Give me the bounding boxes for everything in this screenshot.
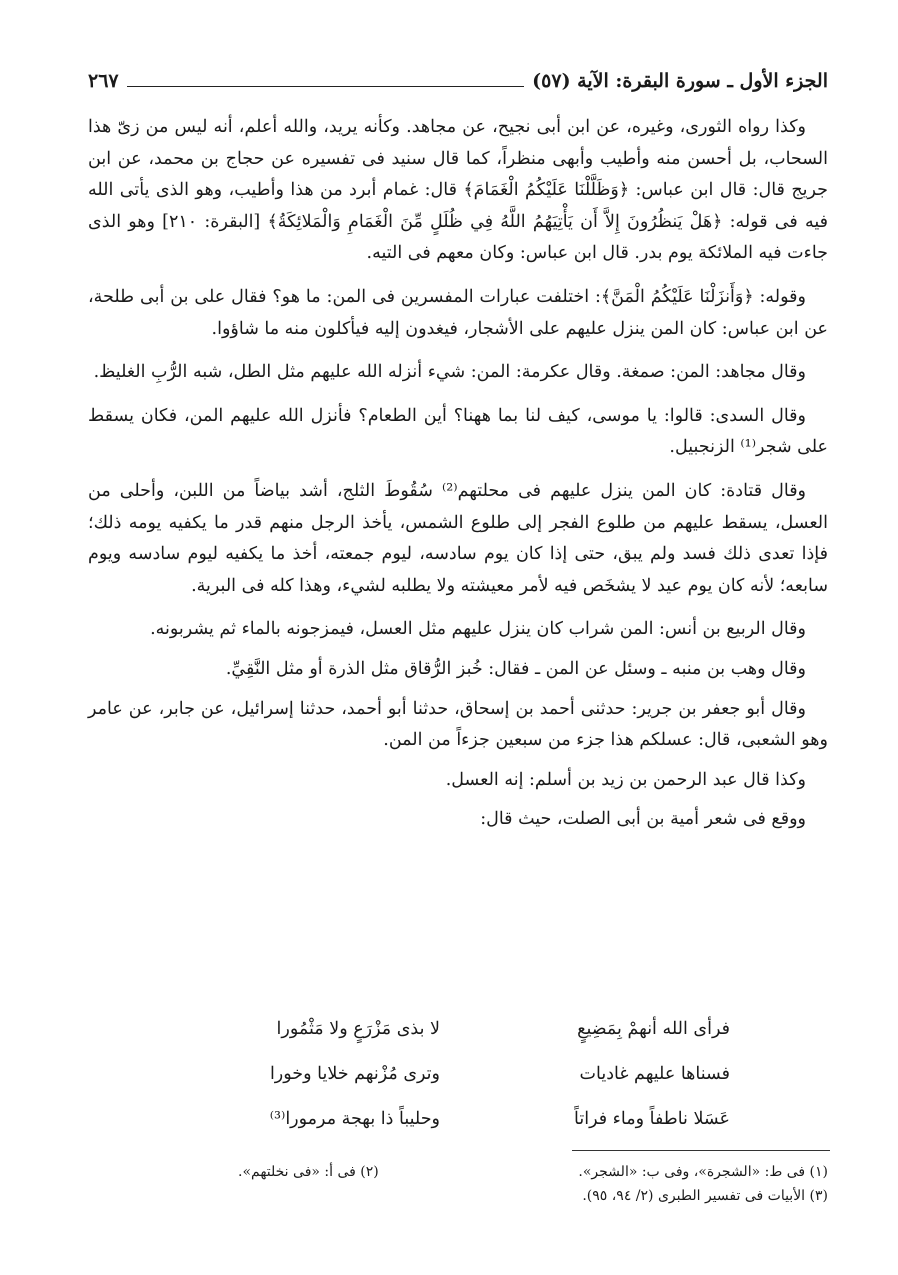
header-title: الجزء الأول ـ سورة البقرة: الآية (٥٧) (532, 70, 828, 92)
poem-verse (170, 1051, 730, 1096)
footnote-2: (٢) فى أ: «فى نخلتهم». (238, 1164, 379, 1180)
verse-second-hemistich: وحليباً ذا بهجة مرمورا⁽³⁾ (269, 1108, 440, 1129)
poem (170, 1006, 730, 1141)
paragraph-4: وقال السدى: قالوا: يا موسى، كيف لنا بما ههنا؟ أين الطعام؟ فأنزل الله عليهم المن، فكان يسقط على شجر⁽¹⁾ الزنجبيل. (88, 405, 828, 458)
poem-verse (170, 1096, 730, 1141)
verse-second-hemistich: لا بذى مَزْرَعٍ ولا مَثْمُورا (276, 1018, 440, 1039)
verse-second-hemistich: وترى مُزْنهم خلايا وخورا (269, 1063, 440, 1084)
verse-first-hemistich: فرأى الله أنهمْ بِمَضِيعٍ (577, 1018, 730, 1039)
paragraph-5: وقال قتادة: كان المن ينزل عليهم فى محلتهم⁽²⁾ سُقُوطَ الثلج، أشد بياضاً من اللبن، وأحلى من العسل، يسقط عليهم من طلوع الفجر إلى طلوع الشمس، يأخذ الرجل منهم قدر ما يكفيه يومه ذلك؛ فإذا تعدى ذلك فسد ولم يبق، حتى إذا كان يوم سادسه، ليوم جمعته، أخذ ما يكفيه ليوم سادسه ويوم سابعه؛ لأنه كان يوم عيد لا يشخَص فيه لأمر معيشته ولا يطلبه لشيء، وهذا كله فى البرية. (88, 480, 828, 596)
main-text (88, 112, 828, 844)
footnote-1: (١) فى ط: «الشجرة»، وفى ب: «الشجر». (578, 1164, 828, 1180)
running-header (88, 66, 828, 96)
paragraph-7: وقال وهب بن منبه ـ وسئل عن المن ـ فقال: خُبز الرُّقاق مثل الذرة أو مثل النَّقِيِّ. (225, 658, 806, 679)
paragraph-10: ووقع فى شعر أمية بن أبى الصلت، حيث قال: (480, 809, 806, 830)
paragraph-3: وقال مجاهد: المن: صمغة. وقال عكرمة: المن: شيء أنزله الله عليهم مثل الطل، شبه الرُّبِ الغليظ. (93, 362, 806, 383)
header-rule (127, 86, 525, 87)
paragraph-6: وقال الربيع بن أنس: المن شراب كان ينزل عليهم مثل العسل، فيمزجونه بالماء ثم يشربونه. (150, 619, 806, 640)
page-number: ٢٦٧ (88, 70, 119, 92)
paragraph-1: وكذا رواه الثورى، وغيره، عن ابن أبى نجيح، عن مجاهد. وكأنه يريد، والله أعلم، أنه ليس من زىّ هذا السحاب، بل أحسن منه وأطيب وأبهى منظراً، كما قال سنيد فى تفسيره عن حجاج بن محمد، عن ابن جريج قال: قال ابن عباس: ﴿وَظَلَّلْنَا عَلَيْكُمُ الْغَمَامَ﴾ قال: غمام أبرد من هذا وأطيب، وهو الذى يأتى الله فيه فى قوله: ﴿هَلْ يَنظُرُونَ إِلاَّ أَن يَأْتِيَهُمُ اللَّهُ فِي ظُلَلٍ مِّنَ الْغَمَامِ وَالْمَلائِكَةُ﴾ [البقرة: ٢١٠] وهو الذى جاءت فيه الملائكة يوم بدر. قال ابن عباس: وكان معهم فى التيه. (88, 117, 828, 264)
footnote-rule (572, 1150, 830, 1151)
verse-first-hemistich: فسناها عليهم غاديات (579, 1063, 730, 1084)
paragraph-2: وقوله: ﴿وَأَنزَلْنَا عَلَيْكُمُ الْمَنَّ﴾: اختلفت عبارات المفسرين فى المن: ما هو؟ فقال على بن أبى طلحة، عن ابن عباس: كان المن ينزل عليهم على الأشجار، فيغدون إليه فيأكلون منه ما شاؤوا. (88, 286, 828, 339)
paragraph-9: وكذا قال عبد الرحمن بن زيد بن أسلم: إنه العسل. (445, 769, 806, 790)
poem-verse (170, 1006, 730, 1051)
footnotes-right-column (528, 1160, 828, 1208)
paragraph-8: وقال أبو جعفر بن جرير: حدثنى أحمد بن إسحاق، حدثنا أبو أحمد، حدثنا إسرائيل، عن جابر، عن عامر وهو الشعبى، قال: عسلكم هذا جزء من سبعين جزءاً من المن. (88, 698, 828, 751)
footnote-3: (٣) الأبيات فى تفسير الطبرى (٢/ ٩٤، ٩٥). (582, 1188, 828, 1204)
verse-first-hemistich: عَسَلا ناطفاً وماء فراتاً (574, 1108, 730, 1129)
